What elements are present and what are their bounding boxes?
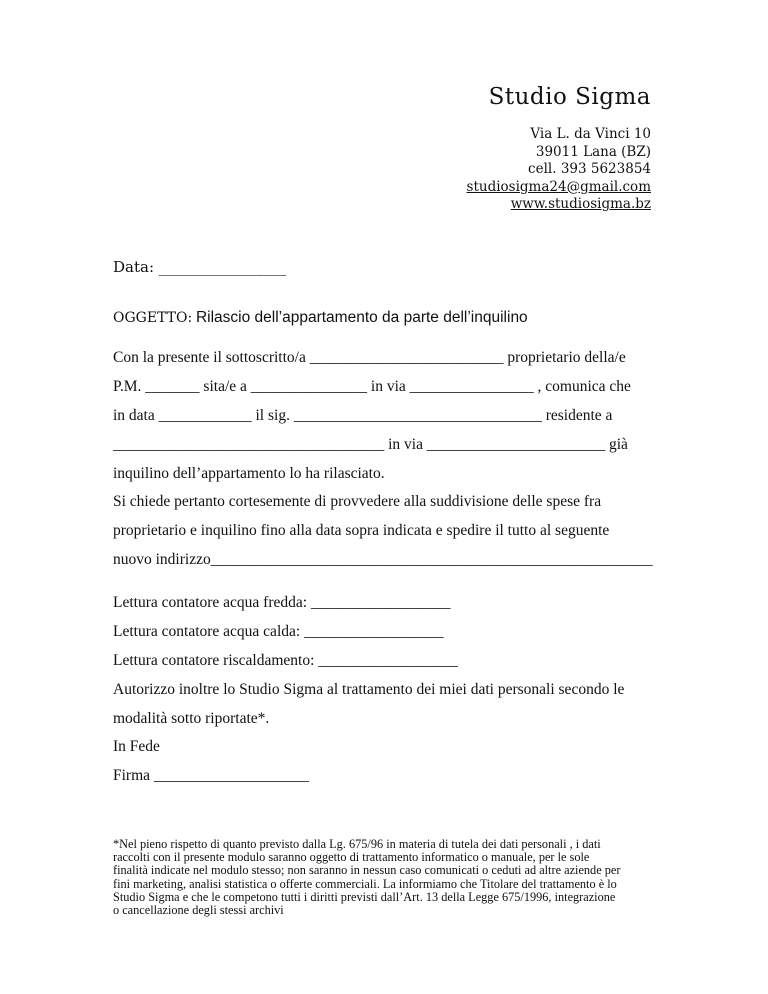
subject-line [113,309,528,327]
address-line-city: 39011 Lana (BZ) [535,143,651,160]
paragraph-line: P.M. _______ sita/e a _______________ in via ________________ , comunica che [113,378,631,395]
privacy-footnote [113,838,658,917]
reading-hot-water: Lettura contatore acqua calda: __________________ [113,623,444,640]
meter-readings [113,588,658,733]
email-link[interactable]: studiosigma24@gmail.com [466,178,651,195]
paragraph-request [113,487,658,574]
reading-cold-water: Lettura contatore acqua fredda: __________________ [113,594,451,611]
paragraph-line: inquilino dell’appartamento lo ha rilasciato. [113,465,385,482]
authorization-line: modalità sotto riportate*. [113,710,270,727]
footnote-line: raccolti con il presente modulo saranno oggetto di trattamento informatico o manuale, per le sole [113,850,590,865]
date-field: Data: _________________ [113,258,287,276]
footnote-line: fini marketing, analisi statistica o offerte commerciali. La informiamo che Titolare del trattamento è lo [113,876,617,891]
subject-label: OGGETTO: [113,310,193,326]
footnote-line: finalità indicate nel modulo stesso; non saranno in nessun caso comunicati o ceduti ad altre aziende per [113,863,621,878]
phone-number: cell. 393 5623854 [528,161,651,177]
paragraph-line: Si chiede pertanto cortesemente di provvedere alla suddivisione delle spese fra [113,493,602,510]
closing-block [113,732,658,790]
footnote-line: o cancellazione degli stessi archivi [113,903,284,918]
letterhead [467,84,651,214]
paragraph-line: ___________________________________ in via _______________________ già [113,436,628,453]
footnote-line: Studio Sigma e che le competono tutti i diritti previsti dall’Art. 13 della Legge 675/1996, integrazione [113,889,616,904]
subject-text: Rilascio dell’appartamento da parte dell’inquilino [195,309,528,326]
reading-heating: Lettura contatore riscaldamento: __________________ [113,652,458,669]
paragraph-notice [113,343,658,488]
company-address [467,126,651,214]
footnote-line: *Nel pieno rispetto di quanto previsto dalla Lg. 675/96 in materia di tutela dei dati personali , i dati [113,837,601,851]
paragraph-line: nuovo indirizzo_________________________________________________________ [113,551,653,568]
paragraph-line: proprietario e inquilino fino alla data sopra indicata e spedire il tutto al seguente [113,522,610,539]
website-link[interactable]: www.studiosigma.bz [510,196,651,212]
company-name: Studio Sigma [488,84,651,110]
paragraph-line: in data ____________ il sig. ________________________________ residente a [113,407,613,424]
address-line-street: Via L. da Vinci 10 [530,126,651,142]
authorization-line: Autorizzo inoltre lo Studio Sigma al trattamento dei miei dati personali secondo le [113,681,625,698]
paragraph-line: Con la presente il sottoscritto/a _________________________ proprietario della/e [113,349,626,366]
closing-text: In Fede [113,738,160,755]
signature-field: Firma ____________________ [113,767,309,784]
